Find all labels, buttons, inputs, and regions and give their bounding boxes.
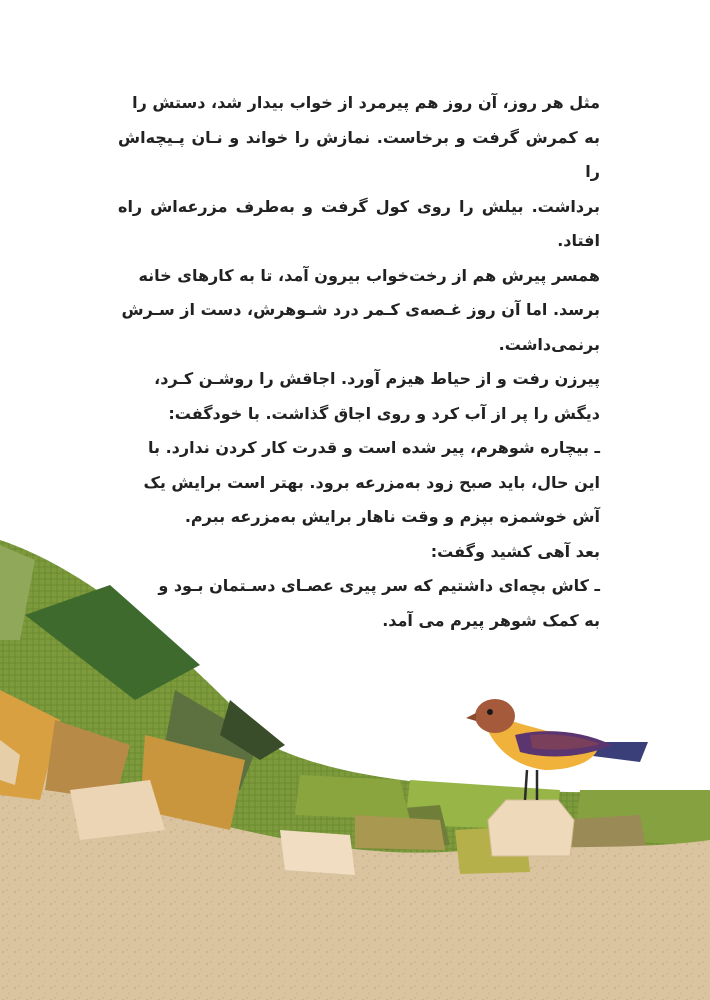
text-line: برسد. اما آن روز غـصه‌ی کـمر درد شـوهرش، دست از سـرش — [121, 300, 600, 319]
text-line: به کمک شوهر پیرم می آمد. — [382, 610, 600, 630]
paragraph — [118, 535, 600, 570]
bird — [466, 699, 648, 800]
story-text — [118, 86, 600, 638]
text-line: همسر پیرش هم از رخت‌خواب بیرون آمد، تا به کارهای خانه — [138, 265, 600, 285]
text-line: دیگش را پر از آب کرد و روی اجاق گذاشت. با خودگفت: — [168, 403, 600, 423]
text-line: برداشت. بیلش را روی کول گرفت و به‌طرف مزرعه‌اش راه افتاد. — [118, 196, 600, 250]
ground-patch — [280, 830, 355, 875]
text-line: آش خوشمزه بپزم و وقت ناهار برایش به‌مزرعه ببرم. — [184, 507, 600, 526]
paragraph — [118, 431, 600, 535]
paragraph — [118, 569, 600, 638]
text-line: ـ بیچاره شوهرم، پیر شده است و قدرت کار کردن ندارد. با — [147, 438, 600, 457]
ground-patch — [355, 815, 445, 850]
hill-patch — [295, 775, 410, 820]
text-line: این حال، باید صبح زود به‌مزرعه برود. بهتر است برایش یک — [143, 472, 600, 492]
stone — [488, 800, 574, 856]
text-line: به کمرش گرفت و برخاست. نمازش را خواند و نـان پـیچه‌اش را — [118, 127, 600, 181]
paragraph — [118, 86, 600, 259]
text-line: مثل هر روز، آن روز هم پیرمرد از خواب بیدار شد، دستش را — [132, 93, 600, 112]
text-line: بعد آهی کشید وگفت: — [430, 541, 600, 561]
ground-patch — [70, 780, 165, 840]
text-line: ـ کاش بچه‌ای داشتیم که سر پیری عصـای دسـتمان بـود و — [158, 576, 600, 595]
paragraph — [118, 259, 600, 363]
text-line: پیرزن رفت و از حیاط هیزم آورد. اجاقش را روشـن کـرد، — [154, 369, 600, 388]
text-line: برنمی‌داشت. — [498, 334, 600, 354]
paragraph — [118, 362, 600, 431]
